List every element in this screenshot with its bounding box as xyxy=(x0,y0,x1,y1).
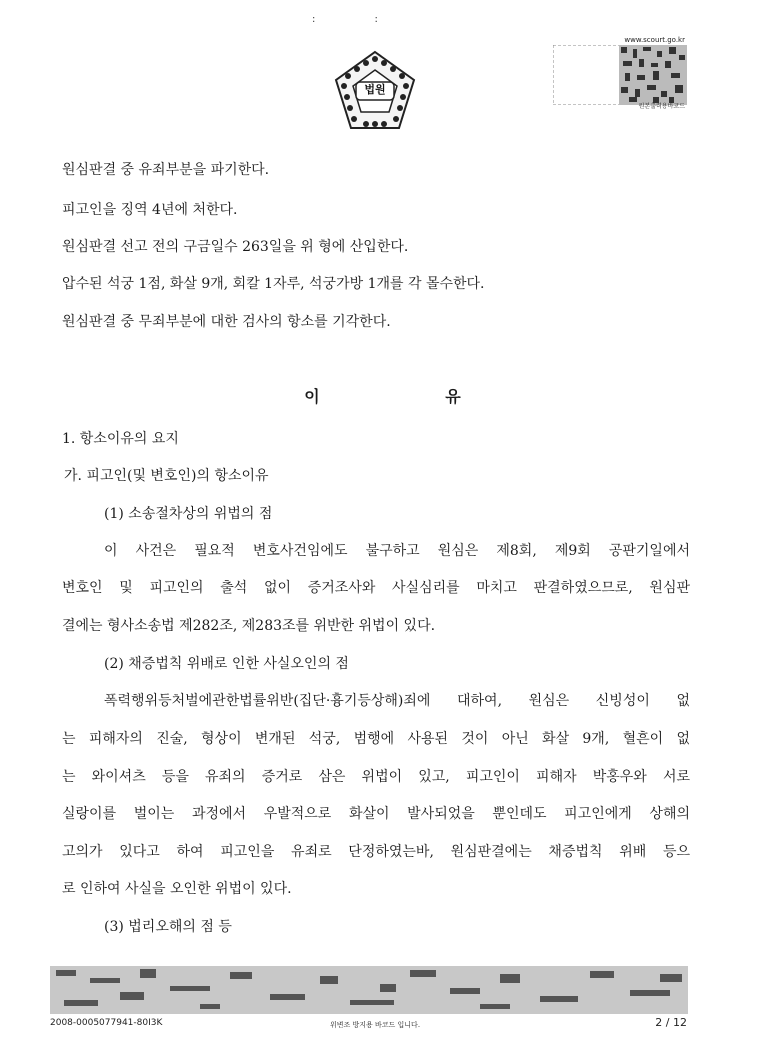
body-line: 결에는 형사소송법 제282조, 제283조를 위반한 위법이 있다. xyxy=(62,618,436,634)
body-line: 폭력행위등처벌에관한법률위반(집단·흉기등상해)죄에 대하여, 원심은 신빙성이 없 xyxy=(104,693,690,709)
sentence-line: 압수된 석궁 1점, 화살 9개, 회칼 1자루, 석궁가방 1개를 각 몰수한다. xyxy=(62,276,485,292)
reason-heading: 이 유 xyxy=(304,387,521,406)
body-line: 이 사건은 필요적 변호사건임에도 불구하고 원심은 제8회, 제9회 공판기일에서 xyxy=(104,543,690,559)
scan-marks: : : xyxy=(312,14,406,25)
sentence-line: 원심판결 선고 전의 구금일수 263일을 위 형에 산입한다. xyxy=(62,239,409,255)
barcode-caption: 원본출력용바코드 xyxy=(638,103,685,110)
barcode-notice: 위변조 방지용 바코드 입니다. xyxy=(330,1021,421,1029)
body-line: 로 인하여 사실을 오인한 위법이 있다. xyxy=(62,881,292,897)
sentence-line: 피고인을 징역 4년에 처한다. xyxy=(62,202,238,218)
page-number: 2 / 12 xyxy=(655,1016,687,1029)
body-line: 실랑이를 벌이는 과정에서 우발적으로 화살이 발사되었을 뿐인데도 피고인에게 상해의 xyxy=(62,806,690,822)
subsection-title: (1) 소송절차상의 위법의 점 xyxy=(104,506,273,522)
subsection-title: (2) 채증법칙 위배로 인한 사실오인의 점 xyxy=(104,656,349,672)
subsection-title: 가. 피고인(및 변호인)의 항소이유 xyxy=(64,468,269,484)
anti-forgery-barcode-icon xyxy=(50,966,688,1014)
body-line: 고의가 있다고 하여 피고인을 유죄로 단정하였는바, 원심판결에는 채증법칙 위배 등으 xyxy=(62,844,690,860)
qr-barcode-icon xyxy=(553,45,687,105)
section-title: 1. 항소이유의 요지 xyxy=(62,431,179,447)
document-id: 2008-0005077941-80I3K xyxy=(50,1018,163,1028)
body-line: 변호인 및 피고인의 출석 없이 증거조사와 사실심리를 마치고 판결하였으므로, 원심판 xyxy=(62,580,690,596)
subsection-title: (3) 법리오해의 점 등 xyxy=(104,919,232,935)
body-line: 는 와이셔츠 등을 유죄의 증거로 삼은 위법이 있고, 피고인이 피해자 박홍우와 서로 xyxy=(62,769,690,785)
body-line: 는 피해자의 진술, 형상이 변개된 석궁, 범행에 사용된 것이 아닌 화살 9개, 혈흔이 없 xyxy=(62,731,690,747)
sentence-line: 원심판결 중 유죄부분을 파기한다. xyxy=(62,162,270,178)
court-url: www.scourt.go.kr xyxy=(624,36,685,44)
seal-text: 법원 xyxy=(364,83,386,96)
sentence-line: 원심판결 중 무죄부분에 대한 검사의 항소를 기각한다. xyxy=(62,314,391,330)
